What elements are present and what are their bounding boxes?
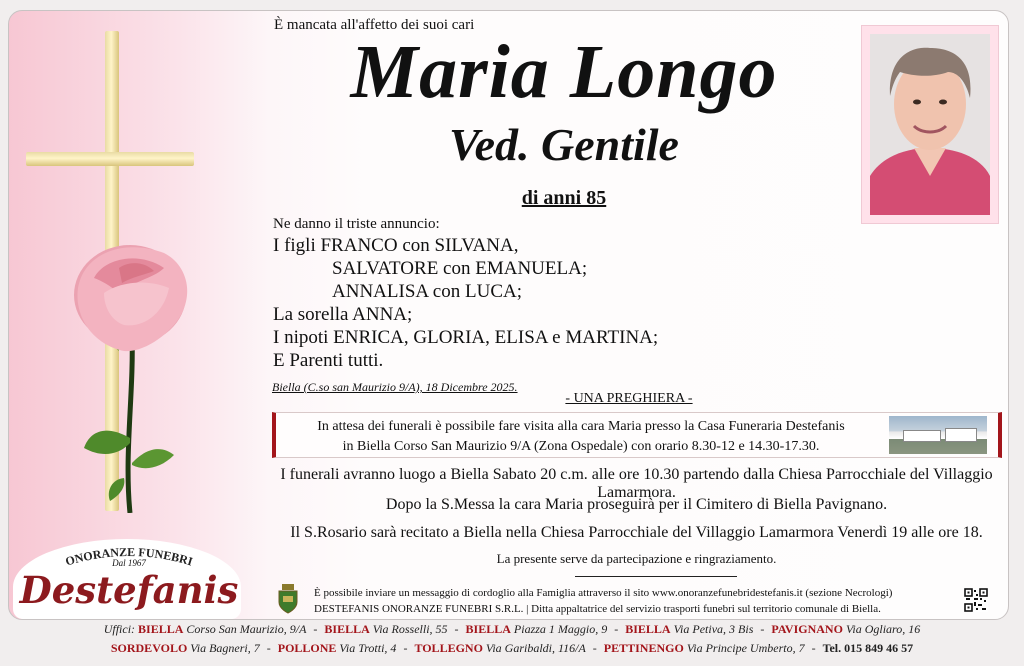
- visit-text: [286, 417, 876, 457]
- footer-label: Uffici:: [103, 622, 136, 636]
- divider: [575, 576, 737, 577]
- office-address: Via Principe Umberto, 7: [686, 641, 805, 655]
- message-line: DESTEFANIS ONORANZE FUNEBRI S.R.L. | Ditta appaltatrice del servizio trasporti funebri sul territorio comunale di Biella.: [314, 603, 881, 615]
- office-address: Via Ogliaro, 16: [845, 622, 921, 636]
- funeral-home-photo: [889, 416, 987, 454]
- footer: [0, 620, 1024, 658]
- office-city: BIELLA: [324, 622, 370, 636]
- office-city: POLLONE: [277, 641, 337, 655]
- info-line: I funerali avranno luogo a Biella Sabato 20 c.m. alle ore 10.30 partendo dalla Chiesa Parrocchiale del Villaggio Lamarmora.: [280, 466, 993, 501]
- info-line: Il S.Rosario sarà recitato a Biella nella Chiesa Parrocchiale del Villaggio Lamarmora Venerdì 19 alle ore 18.: [290, 524, 983, 541]
- qr-code-icon[interactable]: [964, 588, 988, 612]
- office-address: Corso San Maurizio, 9/A: [186, 622, 307, 636]
- condolence-message: [314, 585, 892, 617]
- office-address: Via Bagneri, 7: [190, 641, 260, 655]
- deceased-name: Maria Longo: [350, 30, 778, 114]
- intro-text: È mancata all'affetto dei suoi cari: [274, 17, 475, 33]
- family-line: ANNALISA con LUCA;: [332, 281, 522, 302]
- phone-number[interactable]: Tel. 015 849 46 57: [822, 641, 914, 655]
- office-address: Via Trotti, 4: [339, 641, 397, 655]
- office-address: Piazza 1 Maggio, 9: [513, 622, 608, 636]
- office-city: PAVIGNANO: [771, 622, 843, 636]
- office-address: Via Petiva, 3 Bis: [673, 622, 754, 636]
- visit-line: In attesa dei funerali è possibile fare visita alla cara Maria presso la Casa Funeraria Destefanis: [317, 419, 845, 434]
- office-city: TOLLEGNO: [414, 641, 483, 655]
- rose-icon: [64, 233, 204, 513]
- coat-of-arms-icon: [277, 584, 299, 614]
- office-address: Via Rosselli, 55: [372, 622, 448, 636]
- message-line: È possibile inviare un messaggio di cordoglio alla Famiglia attraverso il sito www.onoranzefunebridestefanis.it (sezione Necrologi): [314, 587, 893, 599]
- place-date: Biella (C.so san Maurizio 9/A), 18 Dicembre 2025.: [272, 380, 518, 394]
- thanks-text: La presente serve da partecipazione e ringraziamento.: [496, 551, 777, 566]
- age: di anni 85: [521, 187, 607, 209]
- announce-text: Ne danno il triste annuncio:: [273, 216, 440, 232]
- deceased-photo: [861, 25, 999, 224]
- obituary-card: [8, 10, 1009, 620]
- visit-line: in Biella Corso San Maurizio 9/A (Zona Ospedale) con orario 8.30-12 e 14.30-17.30.: [342, 439, 820, 454]
- footer-line: SORDEVOLO Via Bagneri, 7 - POLLONE Via Trotti, 4 - TOLLEGNO Via Garibaldi, 116/A - PETTINENGO Via Principe Umberto, 7 - Tel. 015 849 46 57: [110, 641, 914, 655]
- logo-arc-label: ONORANZE FUNEBRI: [63, 544, 195, 569]
- logo-name: Destefanis: [19, 568, 239, 612]
- office-address: Via Garibaldi, 116/A: [485, 641, 586, 655]
- prayer-label: - UNA PREGHIERA -: [565, 391, 693, 406]
- logo-since: Dal 1967: [112, 558, 146, 568]
- office-city: BIELLA: [465, 622, 511, 636]
- office-city: SORDEVOLO: [110, 641, 188, 655]
- info-line: Dopo la S.Messa la cara Maria proseguirà per il Cimitero di Biella Pavignano.: [385, 496, 888, 513]
- footer-line: Uffici: BIELLA Corso San Maurizio, 9/A - BIELLA Via Rosselli, 55 - BIELLA Piazza 1 Maggio, 9 - BIELLA Via Petiva, 3 Bis - PAVIGNANO Via Ogliaro, 16: [103, 622, 921, 636]
- cross-arm: [26, 152, 194, 166]
- office-city: BIELLA: [138, 622, 184, 636]
- family-line: I nipoti ENRICA, GLORIA, ELISA e MARTINA;: [273, 327, 659, 348]
- married-name: Ved. Gentile: [449, 119, 679, 170]
- family-line: E Parenti tutti.: [273, 350, 384, 371]
- family-line: SALVATORE con EMANUELA;: [332, 258, 588, 279]
- family-line: I figli FRANCO con SILVANA,: [273, 235, 519, 256]
- visit-box: [272, 412, 1002, 458]
- office-city: BIELLA: [625, 622, 671, 636]
- office-city: PETTINENGO: [603, 641, 684, 655]
- family-line: La sorella ANNA;: [273, 304, 413, 325]
